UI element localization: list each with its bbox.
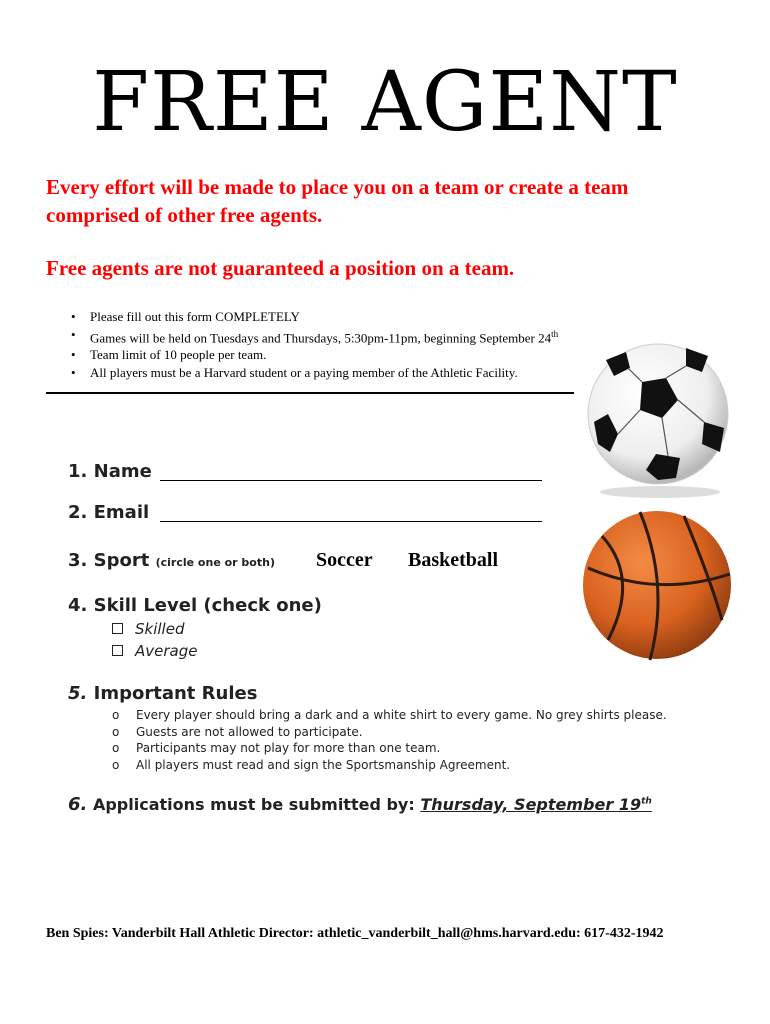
- page-title: FREE AGENT: [92, 55, 678, 150]
- list-item: • Please fill out this form COMPLETELY: [71, 309, 300, 324]
- deadline-date: Thursday, September 19th: [420, 795, 652, 814]
- email-field[interactable]: [160, 521, 542, 522]
- rule-marker: o: [112, 757, 120, 772]
- skill-level-label: 4. Skill Level (check one): [68, 595, 322, 616]
- rule-marker: o: [112, 741, 120, 755]
- horizontal-divider: [46, 392, 574, 394]
- list-item: • Team limit of 10 people per team.: [71, 347, 267, 363]
- skill-option-skilled[interactable]: Skilled: [112, 618, 184, 640]
- name-label: 1. Name: [68, 461, 152, 482]
- basketball-icon: [580, 508, 734, 662]
- bullet-marker: •: [71, 347, 76, 363]
- bullet-marker: •: [71, 326, 76, 342]
- contact-footer: Ben Spies: Vanderbilt Hall Athletic Director: athletic_vanderbilt_hall@hms.harvard.edu: 617-432-1942: [46, 926, 664, 941]
- checkbox[interactable]: [112, 623, 123, 634]
- info-bullet-list: [72, 308, 558, 381]
- name-field[interactable]: [160, 480, 542, 481]
- rules-heading: 5. Important Rules: [68, 683, 258, 704]
- bullet-marker: •: [71, 309, 76, 324]
- bullet-marker: •: [71, 364, 76, 380]
- checkbox[interactable]: [112, 645, 123, 656]
- list-item: o Guests are not allowed to participate.: [112, 724, 363, 739]
- list-item: • Games will be held on Tuesdays and Thursdays, 5:30pm-11pm, beginning September 24th: [71, 326, 559, 345]
- list-item: o Participants may not play for more than one team.: [112, 741, 441, 755]
- list-item: • All players must be a Harvard student or a paying member of the Athletic Facility.: [71, 364, 518, 380]
- intro-line-2: comprised of other free agents.: [46, 203, 323, 227]
- soccer-ball-icon: [584, 330, 732, 500]
- rule-marker: o: [112, 708, 120, 722]
- list-item: o All players must read and sign the Sportsmanship Agreement.: [112, 757, 511, 772]
- sport-hint: (circle one or both): [155, 556, 275, 569]
- rule-marker: o: [112, 724, 120, 739]
- skill-option-average[interactable]: Average: [112, 640, 197, 662]
- email-label: 2. Email: [68, 502, 150, 523]
- deadline-line: 6. Applications must be submitted by: Thursday, September 19th: [68, 794, 652, 815]
- rules-list: [112, 707, 667, 773]
- sport-label: 3. Sport (circle one or both): [68, 550, 275, 571]
- sport-option-basketball[interactable]: Basketball: [408, 549, 499, 571]
- intro-warning: Free agents are not guaranteed a position on a team.: [46, 256, 515, 280]
- intro-line-1: Every effort will be made to place you on a team or create a team: [46, 175, 629, 199]
- sport-option-soccer[interactable]: Soccer: [316, 549, 373, 571]
- list-item: o Every player should bring a dark and a white shirt to every game. No grey shirts please.: [112, 708, 667, 722]
